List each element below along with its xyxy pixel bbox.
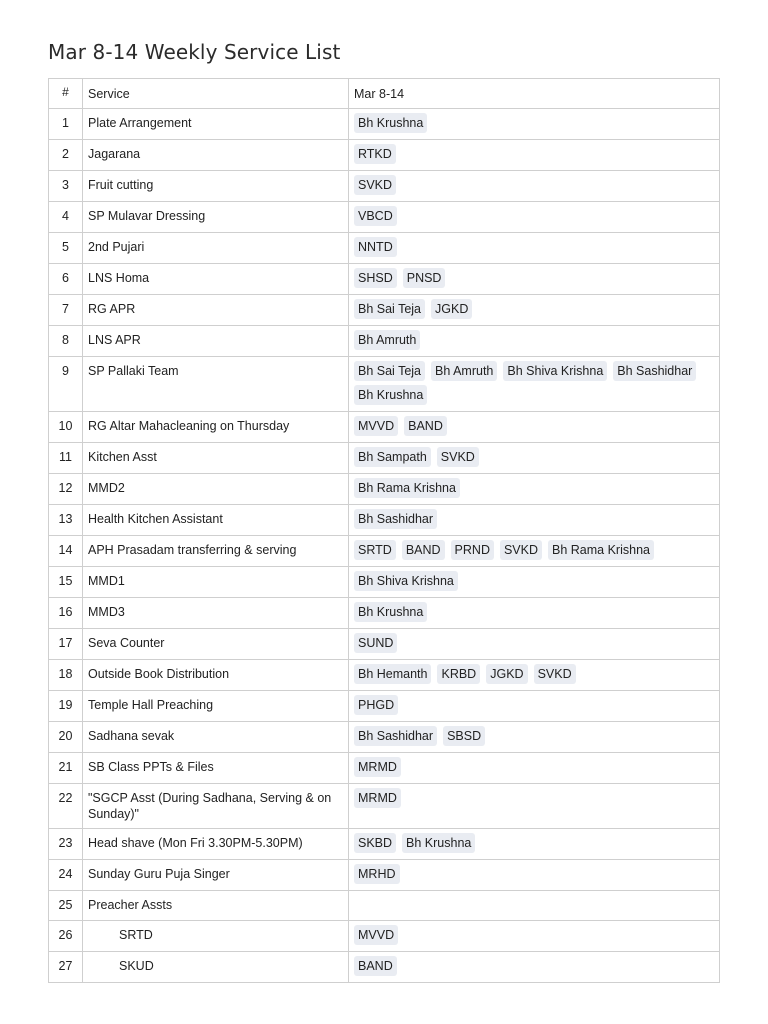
- assignee-tag: Bh Shiva Krishna: [503, 361, 607, 381]
- assignees-cell: [349, 443, 720, 474]
- assignee-tag: SVKD: [437, 447, 479, 467]
- assignee-tag: SKBD: [354, 833, 396, 853]
- table-row: [49, 474, 720, 505]
- assignee-tag: BAND: [402, 540, 445, 560]
- table-row: [49, 326, 720, 357]
- service-name: LNS Homa: [83, 264, 349, 295]
- assignee-tag: SHSD: [354, 268, 397, 288]
- assignees-cell: [349, 326, 720, 357]
- assignees-cell: [349, 474, 720, 505]
- table-header-row: [49, 79, 720, 109]
- service-name: SKUD: [83, 952, 349, 983]
- assignee-tag: PNSD: [403, 268, 446, 288]
- assignees-cell: [349, 722, 720, 753]
- assignees-cell: [349, 233, 720, 264]
- row-number: 1: [49, 109, 83, 140]
- assignees-cell: [349, 412, 720, 443]
- table-row: [49, 952, 720, 983]
- table-row: [49, 233, 720, 264]
- table-row: [49, 753, 720, 784]
- row-number: 19: [49, 691, 83, 722]
- table-row: [49, 629, 720, 660]
- assignees-cell: [349, 505, 720, 536]
- table-row: [49, 109, 720, 140]
- service-name: RG APR: [83, 295, 349, 326]
- assignee-tag: KRBD: [437, 664, 480, 684]
- table-row: [49, 891, 720, 921]
- table-row: [49, 784, 720, 829]
- assignee-tag: MVVD: [354, 416, 398, 436]
- table-row: [49, 443, 720, 474]
- service-name: RG Altar Mahacleaning on Thursday: [83, 412, 349, 443]
- row-number: 5: [49, 233, 83, 264]
- assignee-tag: Bh Krushna: [402, 833, 475, 853]
- service-name: LNS APR: [83, 326, 349, 357]
- assignee-tag: Bh Sashidhar: [613, 361, 696, 381]
- table-row: [49, 264, 720, 295]
- assignee-tag: BAND: [404, 416, 447, 436]
- service-name: MMD2: [83, 474, 349, 505]
- assignees-cell: [349, 109, 720, 140]
- assignees-cell: [349, 567, 720, 598]
- service-name: Plate Arrangement: [83, 109, 349, 140]
- row-number: 24: [49, 860, 83, 891]
- column-header-service: Service: [83, 79, 349, 109]
- row-number: 4: [49, 202, 83, 233]
- row-number: 23: [49, 829, 83, 860]
- service-name: 2nd Pujari: [83, 233, 349, 264]
- column-header-number: #: [49, 79, 83, 109]
- assignee-tag: Bh Rama Krishna: [548, 540, 654, 560]
- assignee-tag: Bh Amruth: [354, 330, 420, 350]
- assignee-tag: Bh Rama Krishna: [354, 478, 460, 498]
- service-table: [48, 78, 720, 983]
- assignees-cell: [349, 357, 720, 412]
- table-body: [49, 109, 720, 983]
- row-number: 22: [49, 784, 83, 829]
- assignees-cell: [349, 660, 720, 691]
- row-number: 26: [49, 921, 83, 952]
- service-name: MMD1: [83, 567, 349, 598]
- assignee-tag: Bh Krushna: [354, 113, 427, 133]
- table-row: [49, 660, 720, 691]
- assignees-cell: [349, 295, 720, 326]
- column-header-week: Mar 8-14: [349, 79, 720, 109]
- service-name: APH Prasadam transferring & serving: [83, 536, 349, 567]
- row-number: 15: [49, 567, 83, 598]
- assignees-cell: [349, 891, 720, 921]
- service-name: Jagarana: [83, 140, 349, 171]
- table-row: [49, 921, 720, 952]
- assignee-tag: Bh Krushna: [354, 602, 427, 622]
- table-row: [49, 860, 720, 891]
- assignee-tag: BAND: [354, 956, 397, 976]
- service-name: SP Mulavar Dressing: [83, 202, 349, 233]
- assignees-cell: [349, 171, 720, 202]
- row-number: 3: [49, 171, 83, 202]
- service-name: Health Kitchen Assistant: [83, 505, 349, 536]
- assignee-tag: JGKD: [431, 299, 472, 319]
- assignee-tag: SRTD: [354, 540, 396, 560]
- table-row: [49, 202, 720, 233]
- table-row: [49, 357, 720, 412]
- service-name: Seva Counter: [83, 629, 349, 660]
- row-number: 10: [49, 412, 83, 443]
- table-row: [49, 140, 720, 171]
- assignees-cell: [349, 860, 720, 891]
- assignee-tag: PRND: [451, 540, 494, 560]
- assignee-tag: Bh Sai Teja: [354, 361, 425, 381]
- service-name: Preacher Assts: [83, 891, 349, 921]
- assignee-tag: SVKD: [354, 175, 396, 195]
- row-number: 17: [49, 629, 83, 660]
- service-name: Outside Book Distribution: [83, 660, 349, 691]
- assignee-tag: Bh Sai Teja: [354, 299, 425, 319]
- row-number: 14: [49, 536, 83, 567]
- table-row: [49, 598, 720, 629]
- row-number: 8: [49, 326, 83, 357]
- assignee-tag: Bh Hemanth: [354, 664, 431, 684]
- service-name: Temple Hall Preaching: [83, 691, 349, 722]
- page-title: Mar 8-14 Weekly Service List: [48, 40, 341, 64]
- assignee-tag: SVKD: [534, 664, 576, 684]
- service-name: Kitchen Asst: [83, 443, 349, 474]
- assignee-tag: Bh Sashidhar: [354, 726, 437, 746]
- assignee-tag: PHGD: [354, 695, 398, 715]
- row-number: 11: [49, 443, 83, 474]
- assignees-cell: [349, 784, 720, 829]
- row-number: 12: [49, 474, 83, 505]
- assignees-cell: [349, 264, 720, 295]
- assignees-cell: [349, 598, 720, 629]
- assignee-tag: Bh Amruth: [431, 361, 497, 381]
- assignee-tag: SBSD: [443, 726, 485, 746]
- service-name: Sadhana sevak: [83, 722, 349, 753]
- service-name: Sunday Guru Puja Singer: [83, 860, 349, 891]
- service-name: "SGCP Asst (During Sadhana, Serving & on Sunday)": [83, 784, 349, 829]
- table-row: [49, 412, 720, 443]
- table-row: [49, 567, 720, 598]
- row-number: 27: [49, 952, 83, 983]
- assignee-tag: Bh Shiva Krishna: [354, 571, 458, 591]
- table-row: [49, 505, 720, 536]
- service-name: SRTD: [83, 921, 349, 952]
- table-row: [49, 536, 720, 567]
- row-number: 21: [49, 753, 83, 784]
- assignee-tag: SUND: [354, 633, 397, 653]
- assignee-tag: MVVD: [354, 925, 398, 945]
- assignee-tag: Bh Sashidhar: [354, 509, 437, 529]
- assignee-tag: MRMD: [354, 757, 401, 777]
- row-number: 7: [49, 295, 83, 326]
- row-number: 16: [49, 598, 83, 629]
- assignee-tag: JGKD: [486, 664, 527, 684]
- assignees-cell: [349, 753, 720, 784]
- row-number: 2: [49, 140, 83, 171]
- row-number: 9: [49, 357, 83, 412]
- assignees-cell: [349, 921, 720, 952]
- row-number: 25: [49, 891, 83, 921]
- assignee-tag: MRHD: [354, 864, 400, 884]
- assignees-cell: [349, 140, 720, 171]
- table-row: [49, 295, 720, 326]
- table-row: [49, 171, 720, 202]
- assignees-cell: [349, 691, 720, 722]
- assignees-cell: [349, 629, 720, 660]
- assignees-cell: [349, 952, 720, 983]
- service-name: SB Class PPTs & Files: [83, 753, 349, 784]
- assignee-tag: VBCD: [354, 206, 397, 226]
- assignees-cell: [349, 536, 720, 567]
- row-number: 13: [49, 505, 83, 536]
- assignees-cell: [349, 202, 720, 233]
- assignee-tag: MRMD: [354, 788, 401, 808]
- table-row: [49, 829, 720, 860]
- row-number: 20: [49, 722, 83, 753]
- row-number: 18: [49, 660, 83, 691]
- assignee-tag: Bh Sampath: [354, 447, 431, 467]
- assignees-cell: [349, 829, 720, 860]
- assignee-tag: RTKD: [354, 144, 396, 164]
- service-name: Fruit cutting: [83, 171, 349, 202]
- service-name: SP Pallaki Team: [83, 357, 349, 412]
- table-row: [49, 691, 720, 722]
- service-name: Head shave (Mon Fri 3.30PM-5.30PM): [83, 829, 349, 860]
- assignee-tag: Bh Krushna: [354, 385, 427, 405]
- row-number: 6: [49, 264, 83, 295]
- service-name: MMD3: [83, 598, 349, 629]
- table-row: [49, 722, 720, 753]
- assignee-tag: SVKD: [500, 540, 542, 560]
- assignee-tag: NNTD: [354, 237, 397, 257]
